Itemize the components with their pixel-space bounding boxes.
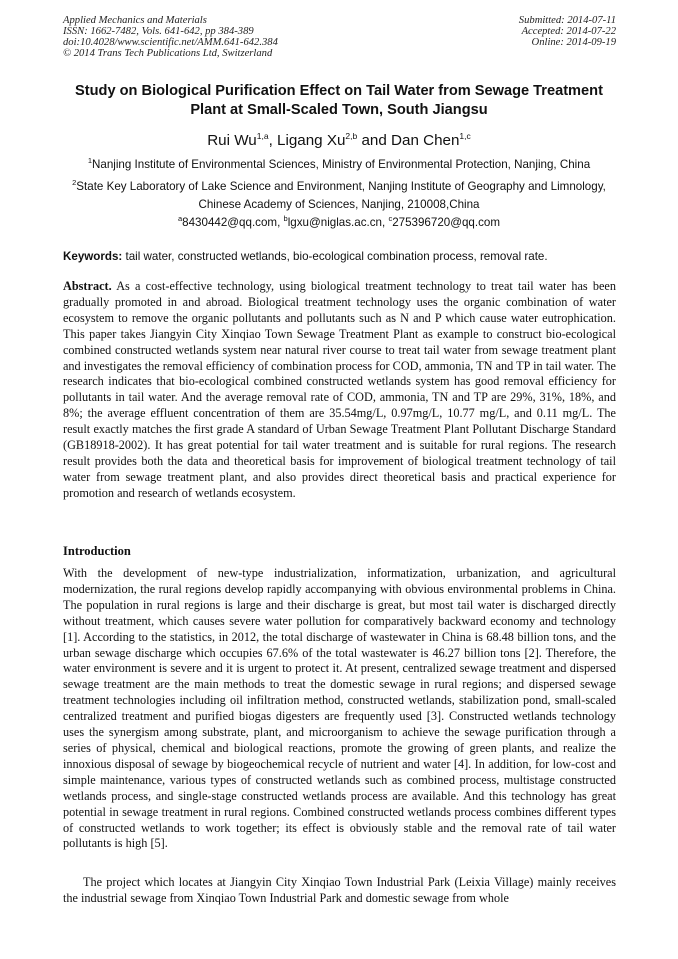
keywords-text: tail water, constructed wetlands, bio-ecological combination process, removal rate. bbox=[122, 250, 548, 263]
email-address: 8430442@qq.com bbox=[182, 216, 278, 229]
author-name: Ligang Xu bbox=[277, 132, 346, 149]
author-separator: , bbox=[268, 132, 278, 149]
introduction-paragraph-1 bbox=[63, 566, 616, 852]
keywords bbox=[63, 249, 618, 264]
abstract-label: Abstract. bbox=[63, 279, 112, 293]
author-name: Rui Wu bbox=[207, 132, 257, 149]
author-superscript: 1,c bbox=[459, 131, 471, 141]
affiliation-text: State Key Laboratory of Lake Science and Environment, Nanjing Institute of Geography and Limnology, Chinese Academy of Sciences, Nanjing, 210008,China bbox=[76, 180, 606, 211]
author-emails: $^a$8430442@qq.com, $^b$lgxu@niglas.ac.cn, $^c$275396720@qq.com bbox=[177, 214, 501, 229]
author-list bbox=[60, 131, 618, 151]
affiliation-2 bbox=[60, 178, 618, 214]
email-marker: a bbox=[177, 214, 183, 223]
journal-copyright: © 2014 Trans Tech Publications Ltd, Switzerland bbox=[63, 48, 273, 59]
paragraph-text: The project which locates at Jiangyin City Xinqiao Town Industrial Park (Leixia Village) mainly receives the industrial sewage from Xinqiao Town Industrial Park and domestic sewage from whole bbox=[63, 875, 616, 905]
journal-issn: ISSN: 1662-7482, Vols. 641-642, pp 384-389 bbox=[63, 26, 254, 37]
author-conjunction: and bbox=[357, 132, 392, 149]
author-superscript: 1,a bbox=[256, 131, 269, 141]
keywords-label: Keywords: bbox=[63, 250, 123, 263]
abstract bbox=[63, 279, 616, 502]
affiliation-marker: 2 bbox=[72, 178, 77, 187]
email-address: lgxu@niglas.ac.cn bbox=[287, 216, 382, 229]
journal-doi: doi:10.4028/www.scientific.net/AMM.641-642.384 bbox=[63, 37, 278, 48]
affiliation-text: Nanjing Institute of Environmental Sciences, Ministry of Environmental Protection, Nanjing, China bbox=[92, 158, 591, 171]
email-marker: b bbox=[283, 214, 288, 223]
paper-title: Study on Biological Purification Effect on Tail Water from Sewage Treatment Plant at Small-Scaled Town, South Jiangsu bbox=[75, 83, 603, 118]
author-name: Dan Chen bbox=[391, 132, 460, 149]
author-superscript: 2,b bbox=[345, 131, 358, 141]
publication-dates bbox=[519, 15, 616, 48]
accepted-date: Accepted: 2014-07-22 bbox=[521, 26, 616, 37]
email-address: 275396720@qq.com bbox=[392, 216, 501, 229]
abstract-text: As a cost-effective technology, using biological treatment technology to treat tail water has been gradually promoted in and abroad. Biological treatment technology uses the organic combination of water ecosystem to remove the organic pollutants and pollutants such as N and P which cause water eutrophication. This paper takes Jiangyin City Xinqiao Town Sewage Treatment Plant as example to construct bio-ecological combined constructed wetlands system near natural river course to treat tail water from sewage treatment plant and investigates the removal efficiency of combination process for COD, ammonia, TN and TP in tail water. The research indicates that bio-ecological combined constructed wetlands system has good removal efficiency for pollutants in tail water. And the average removal rate of COD, ammonia, TN and TP are 29%, 31%, 18%, and 8%; the average effluent concentration of them are 35.54mg/L, 0.97mg/L, 10.77 mg/L, and 0.11 mg/L. The result exactly matches the first grade A standard of Urban Sewage Treatment Plant Pollutant Discharge Standard (GB18918-2002). It has great potential for tail water treatment and is suitable for rural regions. The research result provides both the data and theoretical basis for improvement of biological treatment technology of tail water from sewage treatment plant, and also provides direct theoretical basis and practical experience for promotion and research of wetlands ecosystem. bbox=[63, 279, 616, 500]
email-marker: c bbox=[388, 214, 393, 223]
online-date: Online: 2014-09-19 bbox=[531, 37, 616, 48]
introduction-paragraph-2 bbox=[63, 875, 616, 907]
affiliation-marker: 1 bbox=[87, 156, 93, 165]
paragraph-text: With the development of new-type industrialization, informatization, urbanization, and agricultural modernization, the rural regions develop rapidly accompanying with obvious environmental problems in China. The population in rural regions is large and their discharge is great, but most tail water is discharged directly without treatment, which causes severe water pollution for comparatively backward economy and technology [1]. According to the statistics, in 2012, the total discharge of wastewater in China is 68.48 billion tons, and the urban sewage discharge which occupies 67.6% of the total wastewater is 46.27 billion tons [2]. Therefore, the water environment is severe and it is urgent to protect it. At present, centralized sewage treatment and dispersed sewage treatment are the main methods to treat the domestic sewage in rural regions; and dispersed sewage treatment technologies including oil infiltration method, constructed wetlands, stabilization pond, small-scaled centralized treatment and purified biogas digesters are frequently used [3]. Constructed wetlands technology uses the synergism among substrate, plant, and microorganism to achieve the sewage purification through a series of physical, chemical and biological reactions, promote the growing of green plants, and realize the innoxious disposal of sewage by biogeochemical recycle of nutrient and water [4]. In addition, for low-cost and simple maintenance, various types of constructed wetlands such as combined process, multistage constructed wetlands process, and single-stage constructed wetlands process are available. And this technology has great potential in sewage treatment in rural regions. Combined constructed wetlands process combines different types of constructed wetlands to work together; its effect is obviously stable and the removal rate of tail water pollutants is high [5]. bbox=[63, 566, 616, 851]
affiliation-1 bbox=[60, 156, 618, 174]
journal-name: Applied Mechanics and Materials bbox=[63, 15, 207, 26]
section-heading-introduction: Introduction bbox=[63, 544, 131, 558]
submitted-date: Submitted: 2014-07-11 bbox=[518, 15, 616, 26]
journal-info bbox=[63, 15, 278, 59]
